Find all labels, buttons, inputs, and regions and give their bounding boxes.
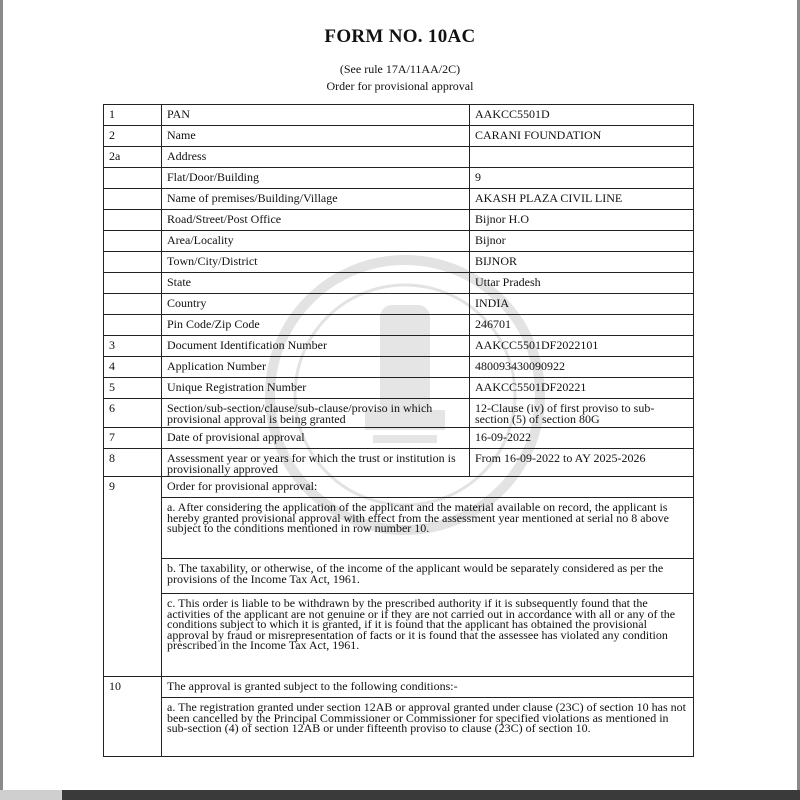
row-value: 9 <box>470 168 694 189</box>
row-value: 12-Clause (iv) of first proviso to sub-section (5) of section 80G <box>470 399 694 428</box>
row-number: 9 <box>104 477 162 677</box>
row-application-number <box>104 357 694 378</box>
clause-text: b. The taxability, or otherwise, of the income of the applicant would be separately considered as per the provisions of the Income Tax Act, 1961. <box>162 559 694 594</box>
row-number <box>104 273 162 294</box>
row-name <box>104 126 694 147</box>
row-number <box>104 294 162 315</box>
row-state <box>104 273 694 294</box>
row-approval-date <box>104 428 694 449</box>
section-9-heading-row <box>104 477 694 498</box>
row-value: CARANI FOUNDATION <box>470 126 694 147</box>
row-value: AAKCC5501DF2022101 <box>470 336 694 357</box>
row-area-locality <box>104 231 694 252</box>
row-pin-code <box>104 315 694 336</box>
clause-text: a. The registration granted under section 12AB or approval granted under clause (23C) of section 10 has not been cancelled by the Principal Commissioner or Commissioner for specified violations as mentioned in sub-section (4) of section 12AB or under fifteenth proviso to clause (23C) of section 10. <box>162 698 694 757</box>
row-flat-door-building <box>104 168 694 189</box>
form-rule-reference: (See rule 17A/11AA/2C) <box>339 62 461 76</box>
row-value: From 16-09-2022 to AY 2025-2026 <box>470 449 694 477</box>
row-label: Flat/Door/Building <box>162 168 470 189</box>
row-label: PAN <box>162 105 470 126</box>
row-value: AAKCC5501D <box>470 105 694 126</box>
row-label: Address <box>162 147 470 168</box>
clause-text: a. After considering the application of the applicant and the material available on record, the applicant is hereby granted provisional approval with effect from the assessment year mentioned at serial no 8 above subject to the conditions mentioned in row number 10. <box>162 498 694 559</box>
form-title: FORM NO. 10AC <box>324 26 476 47</box>
row-value: AAKCC5501DF20221 <box>470 378 694 399</box>
row-section <box>104 399 694 428</box>
row-number <box>104 315 162 336</box>
bottom-scrollbar[interactable] <box>0 790 800 800</box>
row-number: 4 <box>104 357 162 378</box>
row-number: 1 <box>104 105 162 126</box>
row-label: State <box>162 273 470 294</box>
row-assessment-year <box>104 449 694 477</box>
row-label: Section/sub-section/clause/sub-clause/proviso in which provisional approval is being granted <box>162 399 470 428</box>
row-number <box>104 168 162 189</box>
row-number: 5 <box>104 378 162 399</box>
row-value: Bijnor H.O <box>470 210 694 231</box>
row-number: 2 <box>104 126 162 147</box>
row-value: 16-09-2022 <box>470 428 694 449</box>
row-label: Unique Registration Number <box>162 378 470 399</box>
row-value: Uttar Pradesh <box>470 273 694 294</box>
row-value: INDIA <box>470 294 694 315</box>
section-heading: The approval is granted subject to the following conditions:- <box>162 677 694 698</box>
row-number: 10 <box>104 677 162 757</box>
row-number: 3 <box>104 336 162 357</box>
row-label: Document Identification Number <box>162 336 470 357</box>
row-registration-number <box>104 378 694 399</box>
row-number <box>104 231 162 252</box>
row-label: Town/City/District <box>162 252 470 273</box>
row-number <box>104 189 162 210</box>
row-value <box>470 147 694 168</box>
row-value: 246701 <box>470 315 694 336</box>
section-10-clause-a-row <box>104 698 694 757</box>
row-number <box>104 252 162 273</box>
row-document-id <box>104 336 694 357</box>
section-9-clause-c-row <box>104 594 694 677</box>
row-label: Name of premises/Building/Village <box>162 189 470 210</box>
row-premises <box>104 189 694 210</box>
row-value: BIJNOR <box>470 252 694 273</box>
scrollbar-thumb[interactable] <box>0 790 62 800</box>
row-value: Bijnor <box>470 231 694 252</box>
row-label: Area/Locality <box>162 231 470 252</box>
form-table <box>103 104 694 757</box>
row-number: 2a <box>104 147 162 168</box>
row-label: Road/Street/Post Office <box>162 210 470 231</box>
row-value: 480093430090922 <box>470 357 694 378</box>
row-label: Date of provisional approval <box>162 428 470 449</box>
row-country <box>104 294 694 315</box>
row-number: 7 <box>104 428 162 449</box>
row-pan <box>104 105 694 126</box>
section-heading: Order for provisional approval: <box>162 477 694 498</box>
section-9-clause-b-row <box>104 559 694 594</box>
clause-text: c. This order is liable to be withdrawn by the prescribed authority if it is subsequently found that the activities of the applicant are not genuine or if they are not carried out in accordance with all or any of the conditions subject to which it is granted, if it is found that the applicant has obtained the provisional approval by fraud or misrepresentation of facts or it is found that the assessee has violated any condition prescribed in the Income Tax Act, 1961. <box>162 594 694 677</box>
row-road-street <box>104 210 694 231</box>
row-label: Assessment year or years for which the trust or institution is provisionally approved <box>162 449 470 477</box>
form-subtitle: Order for provisional approval <box>326 79 474 93</box>
row-label: Country <box>162 294 470 315</box>
row-label: Pin Code/Zip Code <box>162 315 470 336</box>
row-number <box>104 210 162 231</box>
section-9-clause-a-row <box>104 498 694 559</box>
row-value: AKASH PLAZA CIVIL LINE <box>470 189 694 210</box>
row-address <box>104 147 694 168</box>
row-number: 6 <box>104 399 162 428</box>
row-label: Application Number <box>162 357 470 378</box>
section-10-heading-row <box>104 677 694 698</box>
row-town-city <box>104 252 694 273</box>
row-number: 8 <box>104 449 162 477</box>
row-label: Name <box>162 126 470 147</box>
